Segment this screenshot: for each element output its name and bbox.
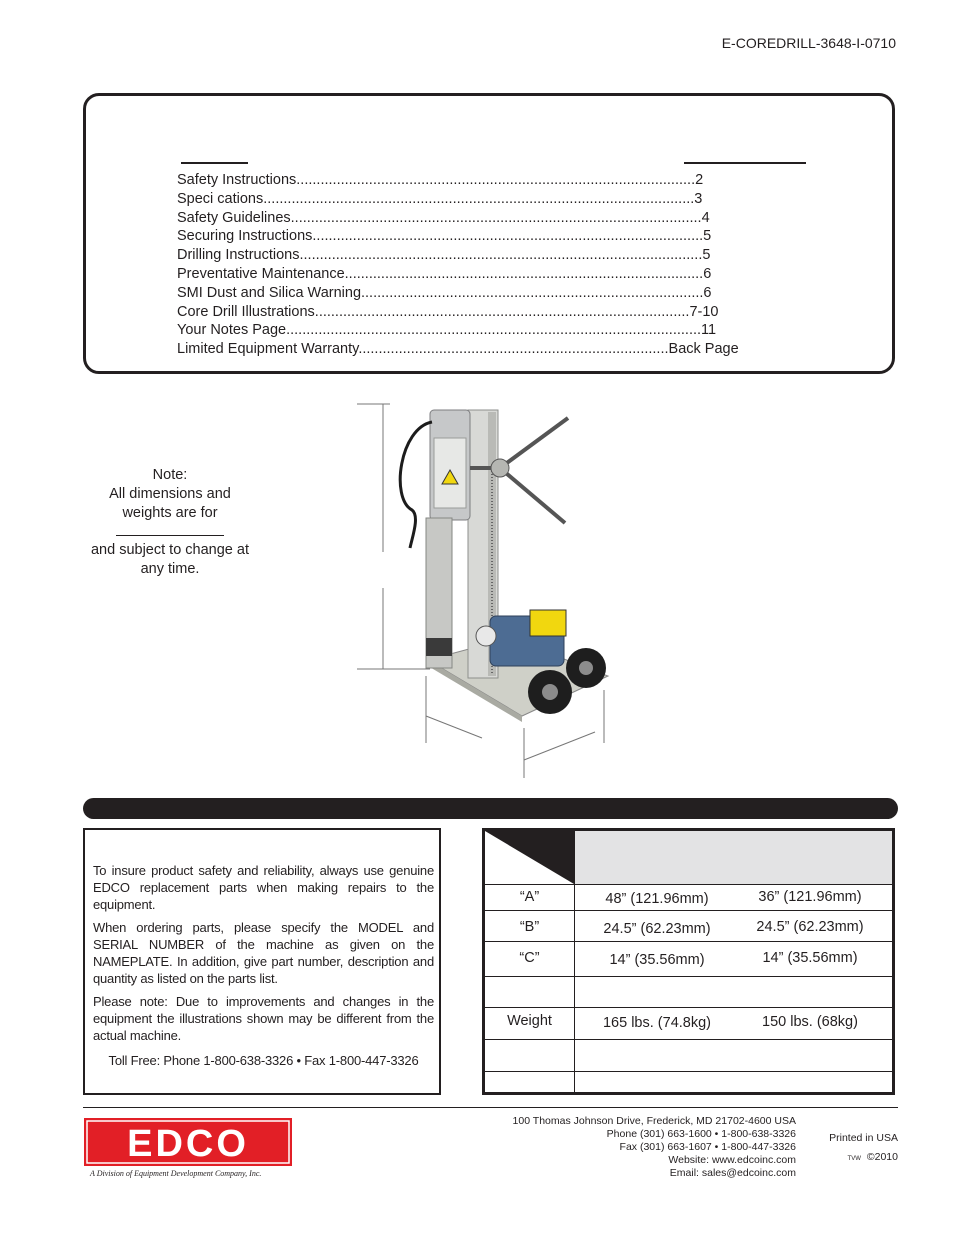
note-line: and subject to change at bbox=[90, 542, 249, 558]
parts-paragraph: To insure product safety and reliability, always use genuine EDCO replacement parts when making repairs to the equipment. bbox=[93, 863, 434, 912]
toc-item: Safety Instructions...................................................................................................2 bbox=[177, 172, 704, 188]
logo-tagline: A Division of Equipment Development Company, Inc. bbox=[90, 1169, 262, 1178]
row-divider bbox=[485, 941, 892, 942]
toc-item: Safety Guidelines......................................................................................................4 bbox=[177, 209, 710, 226]
website-link[interactable]: Website: www.edcoinc.com bbox=[668, 1154, 796, 1166]
replacement-parts-box bbox=[83, 828, 441, 1095]
core-drill-illustration bbox=[350, 398, 620, 783]
toc-item: Speci cations...........................................................................................................3 bbox=[177, 190, 703, 207]
row-divider bbox=[485, 1007, 892, 1008]
section-banner bbox=[83, 798, 898, 819]
row-divider bbox=[485, 910, 892, 911]
toc-item: Securing Instructions.................................................................................................5 bbox=[177, 228, 712, 245]
spec-value: 150 lbs. (68kg) bbox=[762, 1014, 858, 1030]
tvw-mark: TVW bbox=[847, 1156, 861, 1162]
toc-item: SMI Dust and Silica Warning.....................................................................................6 bbox=[177, 284, 712, 301]
note-line: Note: bbox=[152, 467, 188, 483]
printed-in: Printed in USA bbox=[829, 1132, 898, 1144]
spec-value: 24.5” (62.23mm) bbox=[756, 919, 864, 935]
spec-label: “C” bbox=[519, 950, 540, 966]
spec-value: 14” (35.56mm) bbox=[609, 952, 705, 968]
spec-value: 36” (121.96mm) bbox=[758, 889, 862, 905]
spec-label: Weight bbox=[507, 1013, 552, 1029]
row-divider bbox=[485, 1071, 892, 1072]
dimensions-note bbox=[75, 466, 265, 579]
note-line: weights are for bbox=[122, 505, 218, 521]
column-divider bbox=[574, 831, 575, 1095]
row-divider bbox=[485, 976, 892, 977]
fax-line: Fax (301) 663-1607 • 1-800-447-3326 bbox=[619, 1141, 796, 1153]
copyright bbox=[848, 1151, 898, 1163]
document-code: E-COREDRILL-3648-I-0710 bbox=[721, 35, 896, 51]
spec-value: 24.5” (62.23mm) bbox=[603, 921, 711, 937]
parts-paragraph: Please note: Due to improvements and changes in the equipment the illustrations shown may be different from the actual machine. bbox=[93, 994, 434, 1043]
toc-item: Preventative Maintenance.........................................................................................6 bbox=[177, 265, 712, 282]
spec-value: 165 lbs. (74.8kg) bbox=[602, 1015, 711, 1031]
toc-item: Drilling Instructions....................................................................................................5 bbox=[177, 247, 711, 264]
logo-wordmark: EDCO bbox=[127, 1123, 249, 1165]
phone-line: Phone (301) 663-1600 • 1-800-638-3326 bbox=[606, 1128, 796, 1140]
copyright-year: ©2010 bbox=[866, 1151, 898, 1163]
spec-value: 14” (35.56mm) bbox=[762, 950, 858, 966]
spec-value: 48” (121.96mm) bbox=[605, 891, 709, 907]
edco-logo bbox=[84, 1118, 294, 1180]
company-address-block bbox=[513, 1115, 796, 1180]
footer-divider bbox=[83, 1107, 898, 1108]
toll-free-numbers: Toll Free: Phone 1-800-638-3326 • Fax 1-800-447-3326 bbox=[108, 1053, 419, 1068]
toc-list bbox=[177, 171, 739, 359]
section-heading-rule bbox=[181, 162, 248, 164]
note-line: All dimensions and bbox=[109, 486, 231, 502]
page-heading-rule bbox=[684, 162, 806, 164]
email-link[interactable]: Email: sales@edcoinc.com bbox=[669, 1167, 796, 1179]
row-divider bbox=[485, 1039, 892, 1040]
spec-label: “A” bbox=[519, 889, 540, 905]
toc-item: Core Drill Illustrations.............................................................................................7-10 bbox=[177, 303, 719, 320]
spec-label: “B” bbox=[519, 919, 540, 935]
parts-paragraph: When ordering parts, please specify the MODEL and SERIAL NUMBER of the machine as given on the NAMEPLATE. In addition, give part number, description and quantity as listed on the parts list. bbox=[93, 920, 434, 986]
header-corner-triangle bbox=[485, 831, 574, 884]
toc-item: Limited Equipment Warranty.............................................................................Back Page bbox=[177, 341, 739, 358]
note-underline bbox=[116, 535, 224, 536]
address-line: 100 Thomas Johnson Drive, Frederick, MD 21702-4600 USA bbox=[512, 1115, 796, 1127]
note-line: any time. bbox=[140, 561, 200, 577]
toc-item: Your Notes Page.......................................................................................................11 bbox=[177, 322, 717, 339]
specifications-table bbox=[482, 828, 895, 1095]
